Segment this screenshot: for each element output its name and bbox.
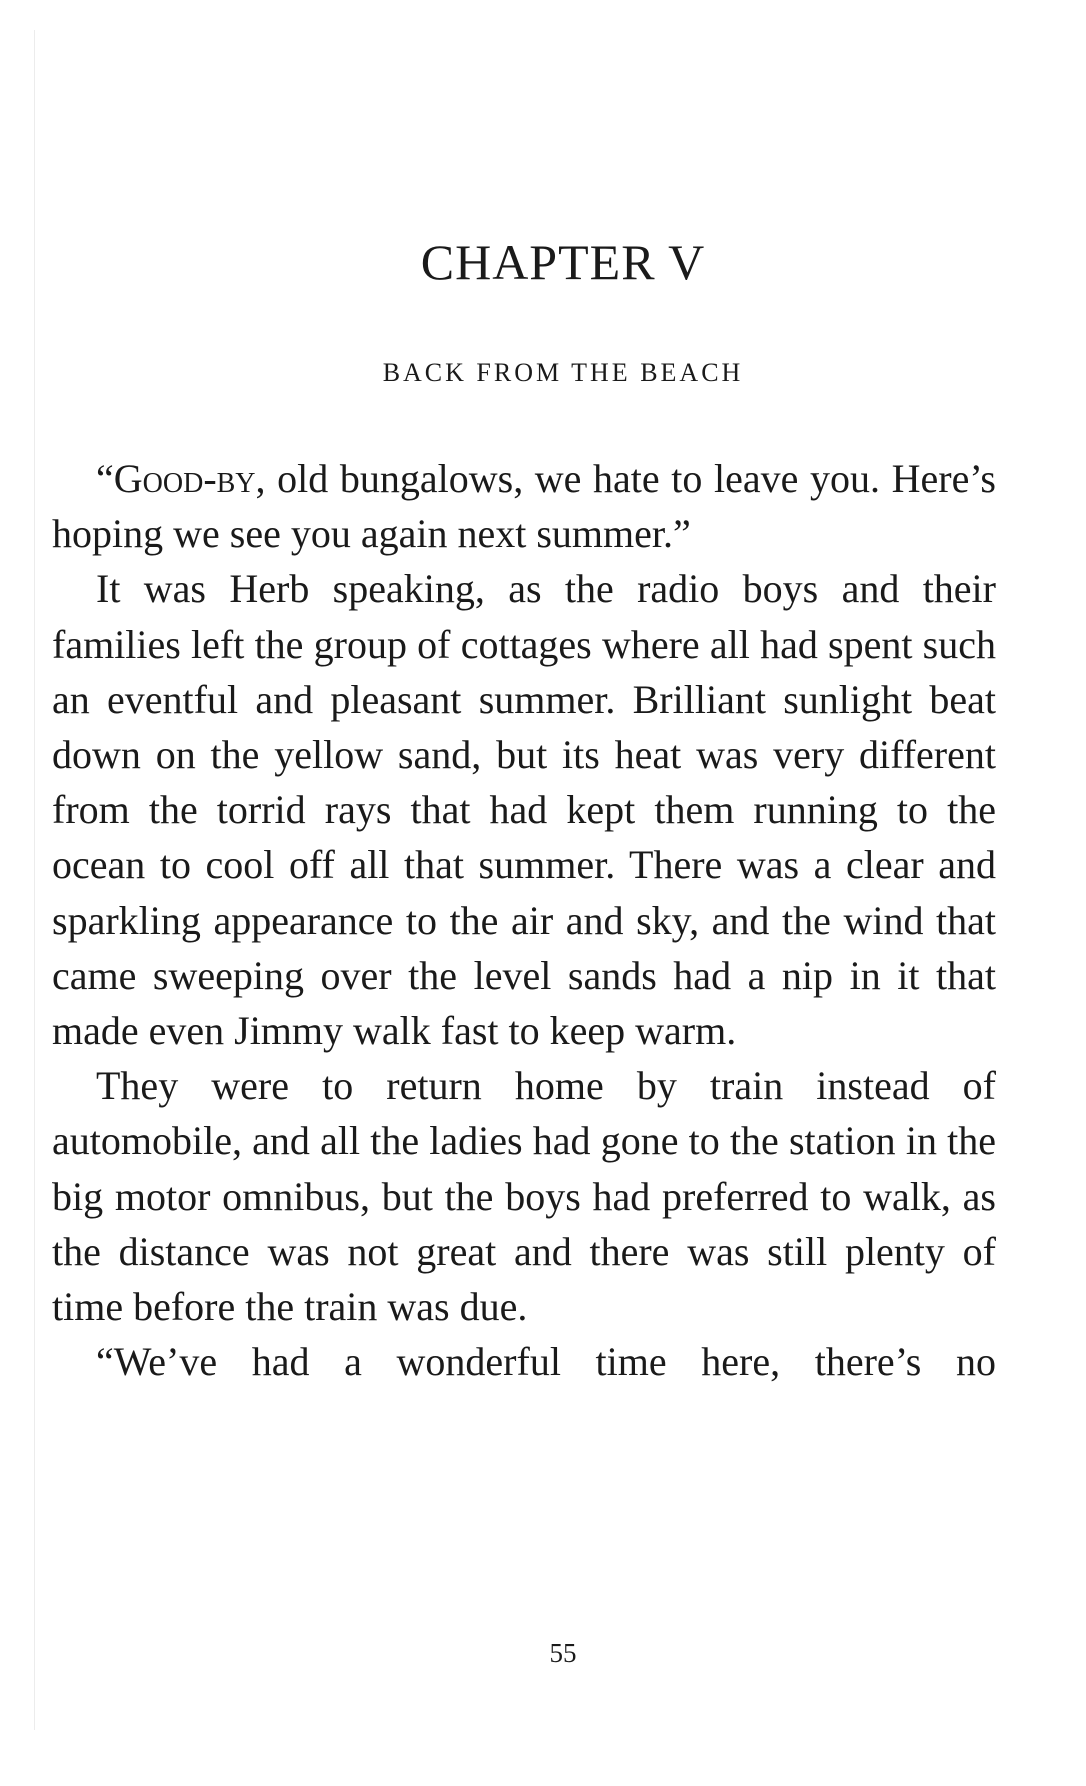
paragraph-1-text: old bungalows, we hate to leave you. Here’s hoping we see you again next summer.” <box>52 456 996 557</box>
paragraph-1 <box>52 451 996 561</box>
page-number: 55 <box>549 1638 577 1668</box>
chapter-title: CHAPTER V <box>420 234 706 290</box>
chapter-body <box>52 451 996 1389</box>
chapter-subtitle: BACK FROM THE BEACH <box>382 358 744 387</box>
paragraph-4: “We’ve had a wonderful time here, there’s no <box>96 1339 996 1385</box>
smallcaps-lead: Good-by, <box>113 456 266 501</box>
opening-quote: “ <box>96 456 114 501</box>
paragraph-2: It was Herb speaking, as the radio boys and their families left the group of cottages where all had spent such an eventful and pleasant summer. Brilliant sunlight beat down on the yellow sand, but its heat was very different from the torrid rays that had kept them running to the ocean to cool off all that summer. There was a clear and sparkling appearance to the air and sky, and the wind that came sweeping over the level sands had a nip in it that made even Jimmy walk fast to keep warm. <box>52 566 996 1054</box>
paragraph-3: They were to return home by train instead of automobile, and all the ladies had gone to the station in the big motor omnibus, but the boys had preferred to walk, as the distance was not great and there was still plenty of time before the train was due. <box>52 1063 996 1330</box>
